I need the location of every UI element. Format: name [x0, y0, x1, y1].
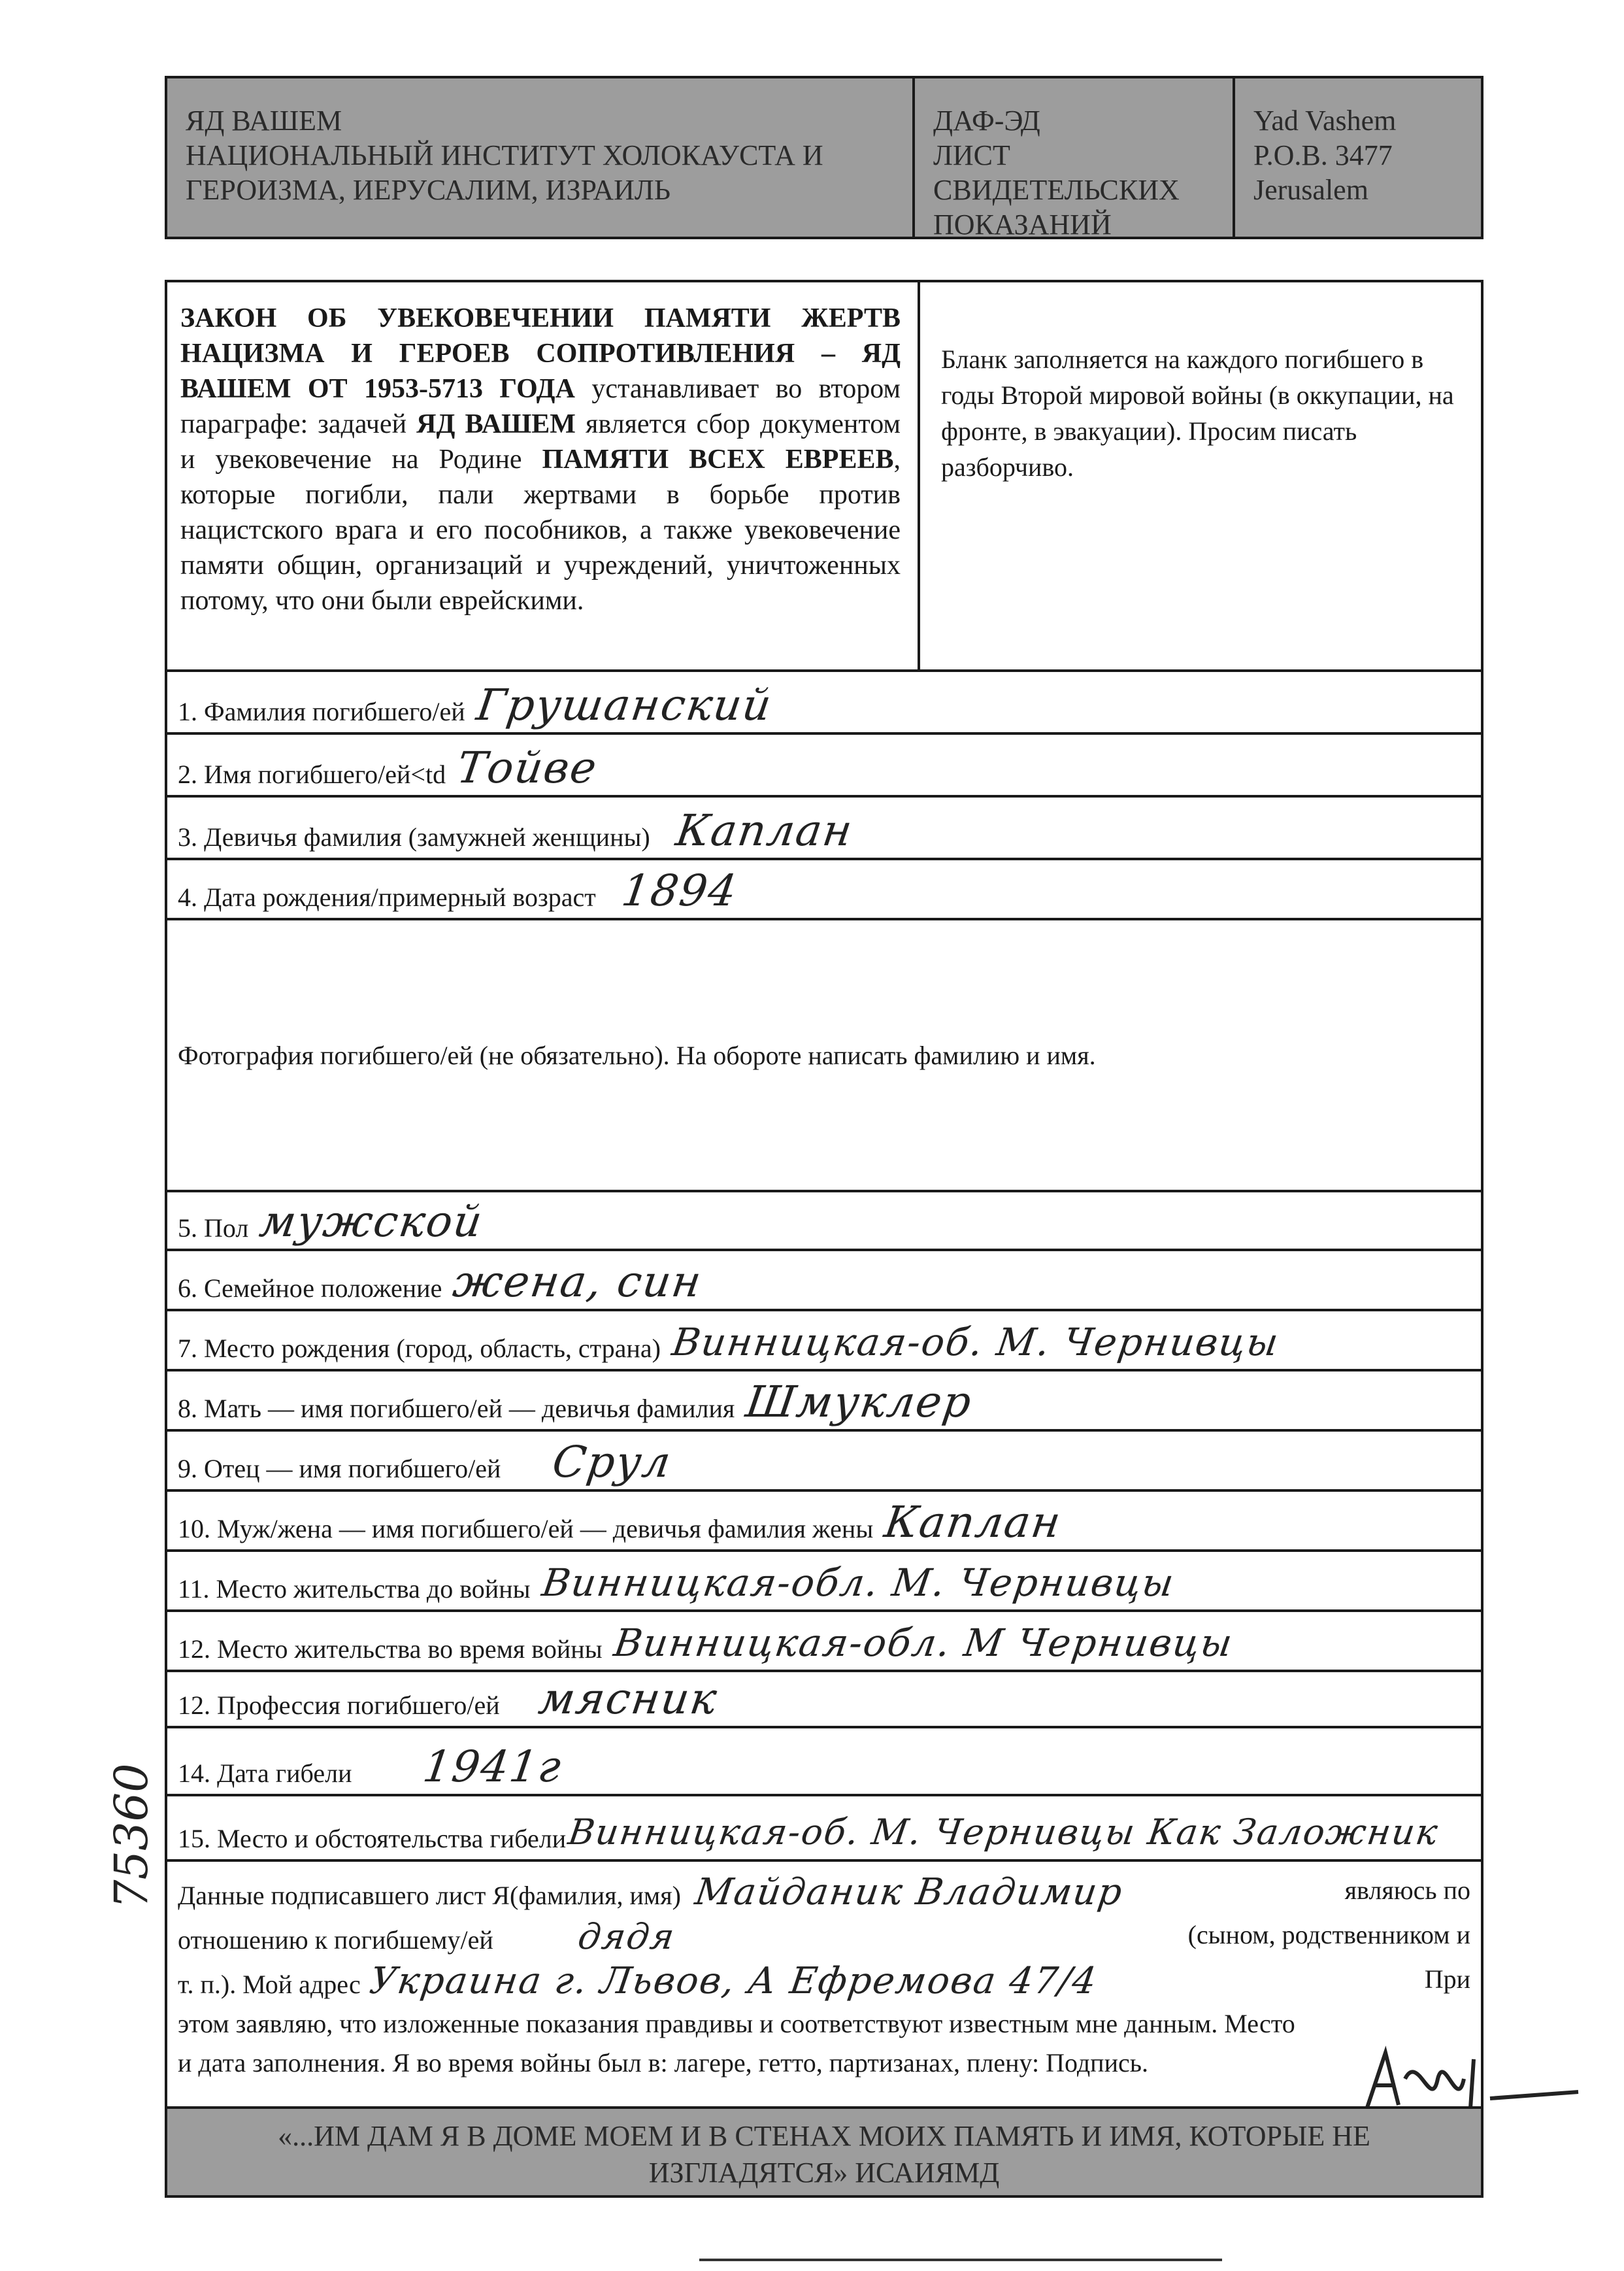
field-value: Каплан	[881, 1497, 1065, 1547]
field-value: Винницкая-обл. М. Чернивцы	[539, 1560, 1178, 1605]
intro-block	[165, 280, 1483, 672]
field-value: Винницкая-обл. М Чернивцы	[610, 1621, 1236, 1665]
field-first-name: 2. Имя погибшего/ей<td Тойве	[167, 732, 1481, 795]
field-value: жена, син	[450, 1256, 706, 1307]
form-title: ДАФ-ЭД ЛИСТ СВИДЕТЕЛЬСКИХ ПОКАЗАНИЙ	[915, 78, 1235, 237]
law-text: ЗАКОН ОБ УВЕКОВЕЧЕНИИ ПАМЯТИ ЖЕРТВ НАЦИЗМА И ГЕРОЕВ СОПРОТИВЛЕНИЯ – ЯД ВАШЕМ ОТ 1953-5713 ГОДА устанавливает во втором параграфе: задачей ЯД ВАШЕМ является сбор документом и увековечение на Родине ПАМЯТИ ВСЕХ ЕВРЕЕВ, которые погибли, пали жертвами в борьбе против нацистского врага и его пособников, а также увековечение памяти общин, организаций и учреждений, уничтоженных потому, что они были еврейскими.	[167, 282, 920, 672]
signer-relation: дядя	[575, 1916, 678, 1957]
signer-name: Майданик Владимир	[692, 1871, 1126, 1913]
field-profession: 12. Профессия погибшего/ей мясник	[167, 1670, 1481, 1726]
field-value: Винницкая-об. М. Чернивцы	[669, 1320, 1282, 1364]
field-residence-war: 12. Место жительства во время войны Винницкая-обл. М Чернивцы	[167, 1609, 1481, 1670]
field-mother: 8. Мать — имя погибшего/ей — девичья фамилия Шмуклер	[167, 1369, 1481, 1429]
field-spouse: 10. Муж/жена — имя погибшего/ей — девичья фамилия жены Каплан	[167, 1489, 1481, 1549]
institute-address: Yad Vashem P.O.B. 3477 Jerusalem	[1253, 105, 1397, 206]
field-value: Винницкая-об. М. Чернивцы Как Заложник	[565, 1811, 1442, 1853]
field-death-date: 14. Дата гибели 1941г	[167, 1726, 1481, 1794]
form-header	[165, 76, 1483, 239]
field-surname: 1. Фамилия погибшего/ей Грушанский	[167, 669, 1481, 732]
field-value: Грушанский	[473, 680, 776, 730]
field-value: Срул	[550, 1437, 675, 1487]
field-birthplace: 7. Место рождения (город, область, страна) Винницкая-об. М. Чернивцы	[167, 1309, 1481, 1369]
field-value: мясник	[535, 1674, 721, 1724]
form-fields	[165, 669, 1483, 2114]
photo-area: Фотография погибшего/ей (не обязательно). На обороте написать фамилию и имя.	[167, 918, 1481, 1190]
field-gender: 5. Пол мужской	[167, 1190, 1481, 1249]
field-value: 1894	[618, 866, 741, 916]
field-value: Тойве	[454, 743, 601, 793]
field-maiden-name: 3. Девичья фамилия (замужней женщины) Каплан	[167, 795, 1481, 858]
field-value: 1941г	[420, 1741, 566, 1792]
field-value: мужской	[256, 1196, 487, 1247]
footer-quote: «...ИМ ДАМ Я В ДОМЕ МОЕМ И В СТЕНАХ МОИХ ПАМЯТЬ И ИМЯ, КОТОРЫЕ НЕ ИЗГЛАДЯТСЯ» ИСАИЯМД	[165, 2106, 1483, 2198]
field-father: 9. Отец — имя погибшего/ей Срул	[167, 1429, 1481, 1489]
institute-name: ЯД ВАШЕМ НАЦИОНАЛЬНЫЙ ИНСТИТУТ ХОЛОКАУСТА И ГЕРОИЗМА, ИЕРУСАЛИМ, ИЗРАИЛЬ	[167, 78, 915, 237]
form-instructions: Бланк заполняется на каждого погибшего в годы Второй мировой войны (в оккупации, на фронте, в эвакуации). Просим писать разборчиво.	[941, 345, 1454, 482]
archive-number: 75360	[105, 1763, 158, 1909]
signer-section: Данные подписавшего лист Я(фамилия, имя) Майданик Владимир являюсь по отношению к погибшему/ей дядя (сыном, родственником и т. п.). Мой адрес Украина г. Львов, А Ефремова 47/4 При этом заявляю, что изложенные показания правдивы и соответствуют известным мне данным. Место и дата заполнения. Я во время войны был в: лагере, гетто, партизанах, плену: Подпись.	[167, 1859, 1481, 2111]
field-birth-date: 4. Дата рождения/примерный возраст 1894	[167, 858, 1481, 918]
field-residence-prewar: 11. Место жительства до войны Винницкая-обл. М. Чернивцы	[167, 1549, 1481, 1609]
field-death-place: 15. Место и обстоятельства гибели Винницкая-об. М. Чернивцы Как Заложник	[167, 1794, 1481, 1859]
field-value: Шмуклер	[742, 1377, 976, 1427]
field-value: Каплан	[672, 805, 856, 856]
signer-address: Украина г. Львов, А Ефремова 47/4	[367, 1960, 1100, 2002]
bottom-divider	[699, 2259, 1222, 2261]
field-marital-status: 6. Семейное положение жена, син	[167, 1249, 1481, 1309]
